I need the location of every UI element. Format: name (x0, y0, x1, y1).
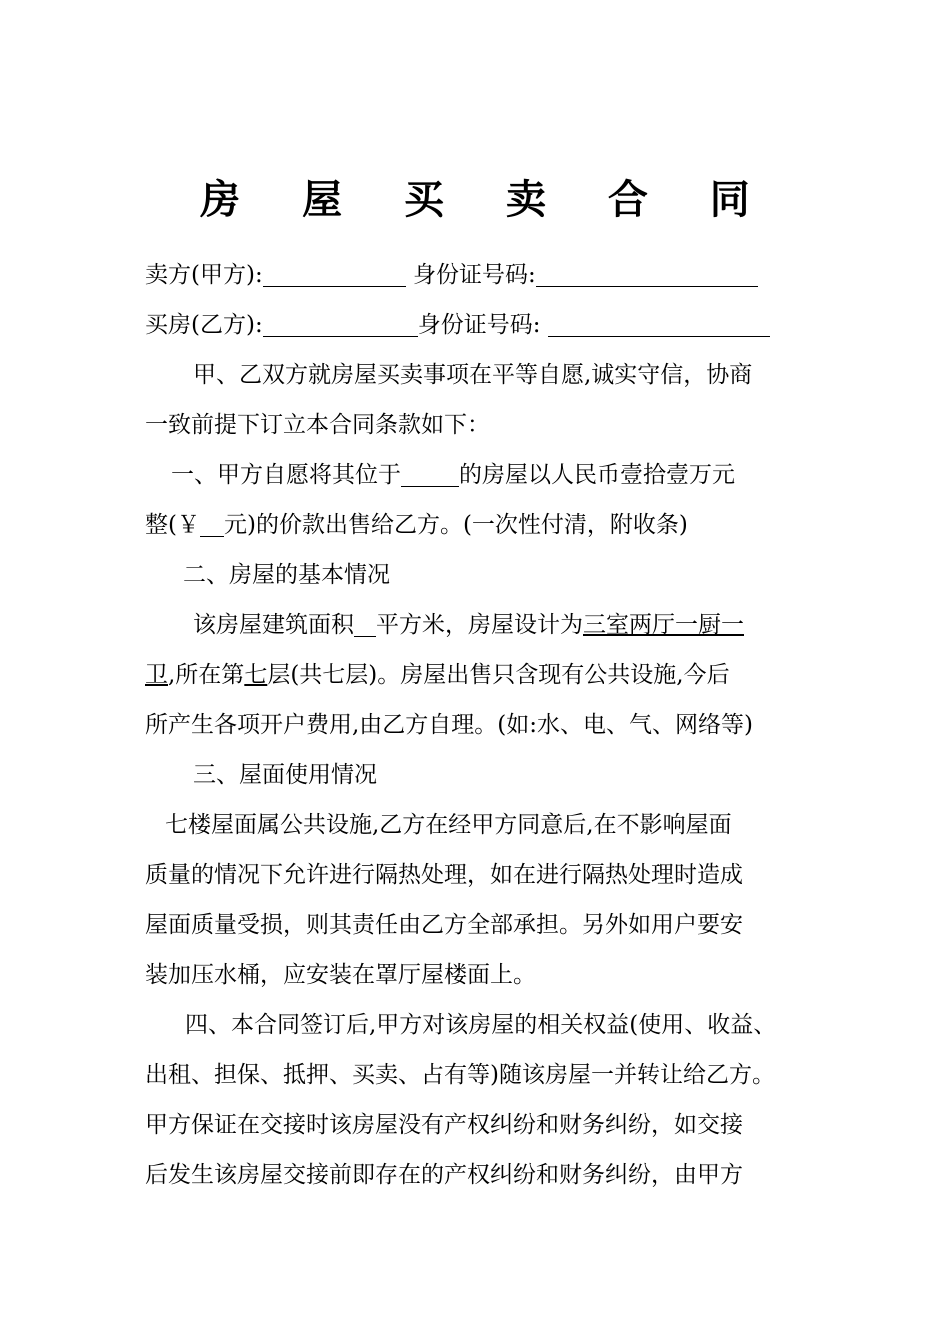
clause3-line-4: 装加压水桶，应安装在罩厅屋楼面上。 (145, 962, 536, 988)
floor-value: 七 (244, 662, 268, 688)
buyer-id-label: 身份证号码: (417, 312, 548, 338)
buyer-name-blank (263, 308, 418, 337)
layout-value: 三室两厅一厨一 (583, 612, 744, 638)
contract-title: 房 屋 买 卖 合 同 (200, 176, 774, 223)
clause4-line-2: 出租、担保、抵押、买卖、占有等)随该房屋一并转让给乙方。 (145, 1062, 775, 1088)
buyer-line (145, 300, 815, 350)
clause3-line-3: 屋面质量受损，则其责任由乙方全部承担。另外如用户要安 (145, 912, 743, 938)
clause1-text-c: 整(￥ (145, 512, 200, 538)
clause2-line-1 (145, 600, 815, 650)
location-blank (401, 458, 459, 487)
clause4-line-1: 四、本合同签订后,甲方对该房屋的相关权益(使用、收益、 (185, 1012, 777, 1038)
contract-body (145, 250, 815, 1200)
clause3-heading: 三、屋面使用情况 (193, 762, 377, 788)
clause1-text-b: 的房屋以人民币壹拾壹万元 (459, 462, 735, 488)
clause1-line-1 (145, 450, 815, 500)
buyer-id-blank (548, 308, 770, 337)
clause2-line-2 (145, 650, 815, 700)
preamble-line-1: 甲、乙双方就房屋买卖事项在平等自愿,诚实守信，协商 (193, 362, 753, 388)
seller-name-blank (263, 258, 406, 287)
seller-id-label: 身份证号码: (405, 262, 536, 288)
area-blank (354, 608, 376, 637)
buyer-label: 买房(乙方): (145, 312, 263, 338)
clause4-line-4: 后发生该房屋交接前即存在的产权纠纷和财务纠纷，由甲方 (145, 1162, 743, 1188)
clause2-text-a: 该房屋建筑面积 (193, 612, 354, 638)
clause4-line-3: 甲方保证在交接时该房屋没有产权纠纷和财务纠纷，如交接 (145, 1112, 743, 1138)
clause2-heading: 二、房屋的基本情况 (183, 562, 390, 588)
clause1-text-d: 元)的价款出售给乙方。(一次性付清，附收条) (223, 512, 688, 538)
clause2-text-c: ,所在第 (168, 662, 245, 688)
clause2-line-3: 所产生各项开户费用,由乙方自理。(如:水、电、气、网络等) (145, 712, 754, 738)
seller-line (145, 250, 815, 300)
layout-value-end: 卫 (145, 662, 168, 688)
clause2-text-b: 平方米，房屋设计为 (376, 612, 583, 638)
clause3-line-2: 质量的情况下允许进行隔热处理，如在进行隔热处理时造成 (145, 862, 743, 888)
preamble-line-2: 一致前提下订立本合同条款如下： (145, 412, 490, 438)
clause2-text-d: 层(共七层)。房屋出售只含现有公共设施,今后 (267, 662, 730, 688)
price-blank (200, 508, 224, 537)
seller-id-blank (536, 258, 758, 287)
clause1-text-a: 一、甲方自愿将其位于 (171, 462, 401, 488)
clause3-line-1: 七楼屋面属公共设施,乙方在经甲方同意后,在不影响屋面 (165, 812, 732, 838)
seller-label: 卖方(甲方): (145, 262, 263, 288)
clause1-line-2 (145, 500, 815, 550)
